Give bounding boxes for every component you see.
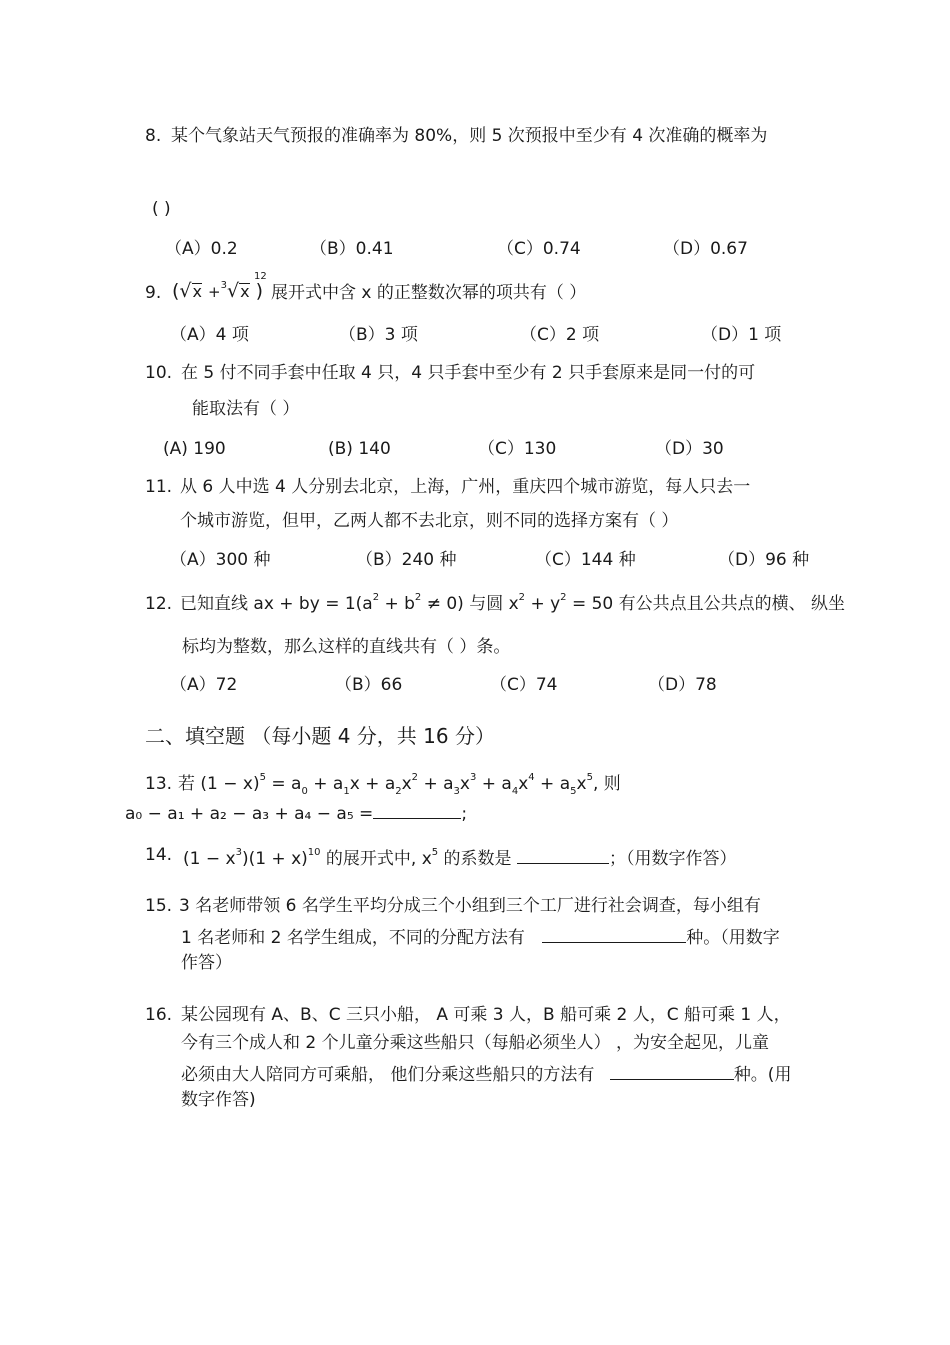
q14-answer-blank[interactable]	[517, 847, 609, 864]
q16-line-3a: 必须由大人陪同方可乘船， 他们分乘这些船只的方法有	[181, 1065, 595, 1085]
q16-line-2: 今有三个成人和 2 个儿童分乘这些船只（每船必须坐人） ，为安全起见，儿童	[181, 1033, 770, 1053]
q10-option-c: （C）130	[478, 439, 557, 459]
q9-radicand-2: x	[240, 282, 250, 301]
q14-c: 的展开式中, x	[320, 849, 432, 869]
q15-line-2a: 1 名老师和 2 名学生组成，不同的分配方法有	[181, 928, 525, 948]
q13-t5b: x	[576, 774, 587, 794]
q8-option-d: （D）0.67	[663, 239, 748, 259]
q14-e3: 3	[235, 847, 242, 858]
q9-close-paren: )	[255, 280, 264, 302]
q16-line-4: 数字作答)	[181, 1090, 256, 1110]
q14-number: 14.	[145, 845, 173, 865]
q12-text-c: ≠ 0) 与圆 x	[421, 594, 519, 614]
q9-text: 展开式中含 x 的正整数次幂的项共有（ ）	[271, 283, 587, 303]
q9-option-a: （A）4 项	[170, 325, 249, 345]
q10-option-a: (A) 190	[163, 439, 226, 459]
q10-number: 10.	[145, 363, 173, 383]
q13-exp: 5	[259, 772, 266, 783]
q12-exp-4: 2	[560, 592, 567, 603]
q13-sub2: 2	[395, 786, 402, 797]
q14-e10: 10	[307, 847, 321, 858]
q10-option-d: （D）30	[655, 439, 724, 459]
q14-d: 的系数是	[438, 849, 512, 869]
q11-option-c: （C）144 种	[535, 550, 636, 570]
q14-end: ；（用数字作答）	[608, 849, 737, 869]
q15-number: 15.	[145, 896, 173, 916]
q12-option-a: （A）72	[170, 675, 238, 695]
q11-option-b: （B）240 种	[356, 550, 457, 570]
q11-option-a: （A）300 种	[170, 550, 271, 570]
q8-text: 某个气象站天气预报的准确率为 80%，则 5 次预报中至少有 4 次准确的概率为	[171, 126, 768, 146]
q10-line-2: 能取法有（ ）	[192, 399, 300, 419]
q12-option-c: （C）74	[490, 675, 558, 695]
q13-equation	[178, 772, 621, 797]
q9-number: 9.	[145, 283, 162, 303]
q12-number: 12.	[145, 594, 173, 614]
q16-line-3	[181, 1063, 791, 1084]
q11-option-d: （D）96 种	[718, 550, 810, 570]
q13-t4b: x	[518, 774, 529, 794]
q11-line-2: 个城市游览，但甲，乙两人都不去北京，则不同的选择方案有（ ）	[180, 511, 679, 531]
q14-text	[183, 847, 736, 868]
q13-e3: 3	[469, 772, 477, 783]
q9-option-b: （B）3 项	[339, 325, 418, 345]
q9-radical-sign: √	[179, 280, 192, 302]
q10-option-b: (B) 140	[328, 439, 391, 459]
q12-line-1	[180, 592, 846, 614]
q13-sub3: 3	[453, 786, 460, 797]
q12-line-2: 标均为整数，那么这样的直线共有（ ）条。	[182, 637, 511, 657]
q12-option-d: （D）78	[648, 675, 717, 695]
q13-sub4: 4	[511, 786, 519, 797]
q8-option-a: （A）0.2	[165, 239, 238, 259]
q8-answer-paren: ( )	[152, 199, 171, 219]
q13-lead: 若 (1 − x)	[178, 774, 260, 794]
q14-e5: 5	[431, 847, 439, 858]
q13-t3b: x	[459, 774, 470, 794]
q8-option-c: （C）0.74	[497, 239, 581, 259]
q9-cube-root-sign: √	[227, 280, 240, 302]
q13-end: ;	[461, 804, 468, 824]
q16-line-3b: 种。(用	[733, 1065, 792, 1085]
q11-line-1: 从 6 人中选 4 人分别去北京，上海，广州，重庆四个城市游览，每人只去一	[180, 477, 751, 497]
q9-plus: +	[208, 283, 221, 301]
q13-e5: 5	[586, 772, 593, 783]
q13-tail: , 则	[592, 774, 621, 794]
q13-sub0: 0	[301, 786, 308, 797]
q13-e2: 2	[411, 772, 419, 783]
q12-exp-3: 2	[518, 592, 526, 603]
q12-text-b: + b	[379, 594, 415, 614]
q13-t2b: x	[401, 774, 412, 794]
q15-answer-blank[interactable]	[542, 926, 686, 943]
q13-answer-blank[interactable]	[373, 802, 461, 819]
q13-t5: + a	[534, 774, 571, 794]
q13-e4: 4	[528, 772, 535, 783]
q9-option-c: （C）2 项	[520, 325, 600, 345]
q13-number: 13.	[145, 774, 173, 794]
q12-text-d: + y	[525, 594, 561, 614]
q12-option-b: （B）66	[335, 675, 403, 695]
q16-answer-blank[interactable]	[610, 1063, 734, 1080]
q14-b: )(1 + x)	[241, 849, 308, 869]
q15-line-2b: 种。（用数字	[686, 928, 780, 948]
q16-number: 16.	[145, 1005, 173, 1025]
q13-sub1: 1	[343, 786, 350, 797]
q13-t4: + a	[476, 774, 512, 794]
q13-t1b: x + a	[349, 774, 396, 794]
q12-exp-2: 2	[414, 592, 422, 603]
q15-line-2	[181, 926, 780, 947]
q10-line-1: 在 5 付不同手套中任取 4 只，4 只手套中至少有 2 只手套原来是同一付的可	[181, 363, 756, 383]
q9-exponent: 12	[254, 271, 267, 282]
q16-line-1: 某公园现有 A、B、C 三只小船， A 可乘 3 人，B 船可乘 2 人，C 船可乘 1 人，	[181, 1005, 791, 1025]
q15-line-1: 3 名老师带领 6 名学生平均分成三个小组到三个工厂进行社会调查，每小组有	[179, 896, 761, 916]
q12-text-e: = 50 有公共点且公共点的横、 纵坐	[566, 594, 846, 614]
q13-line-2	[125, 802, 467, 823]
section-heading-fill-in: 二、填空题 （每小题 4 分，共 16 分）	[145, 724, 495, 748]
q9-open-paren: (	[172, 280, 180, 302]
q13-t1: + a	[307, 774, 344, 794]
q9-option-d: （D）1 项	[701, 325, 782, 345]
q8-option-b: （B）0.41	[310, 239, 394, 259]
q13-alt-sum: a₀ − a₁ + a₂ − a₃ + a₄ − a₅ =	[125, 804, 374, 824]
q8-number: 8.	[145, 126, 162, 146]
q13-eq: = a	[265, 774, 302, 794]
q12-exp-1: 2	[372, 592, 380, 603]
q9-root-index: 3	[220, 280, 227, 291]
q13-t3: + a	[418, 774, 454, 794]
q13-sub5: 5	[570, 786, 577, 797]
q15-line-3: 作答）	[181, 953, 232, 973]
q11-number: 11.	[145, 477, 173, 497]
q9-expression	[172, 282, 263, 301]
q12-text-a: 已知直线 ax + by = 1(a	[180, 594, 373, 614]
q9-radicand-1: x	[192, 282, 202, 301]
q14-a: (1 − x	[183, 849, 236, 869]
